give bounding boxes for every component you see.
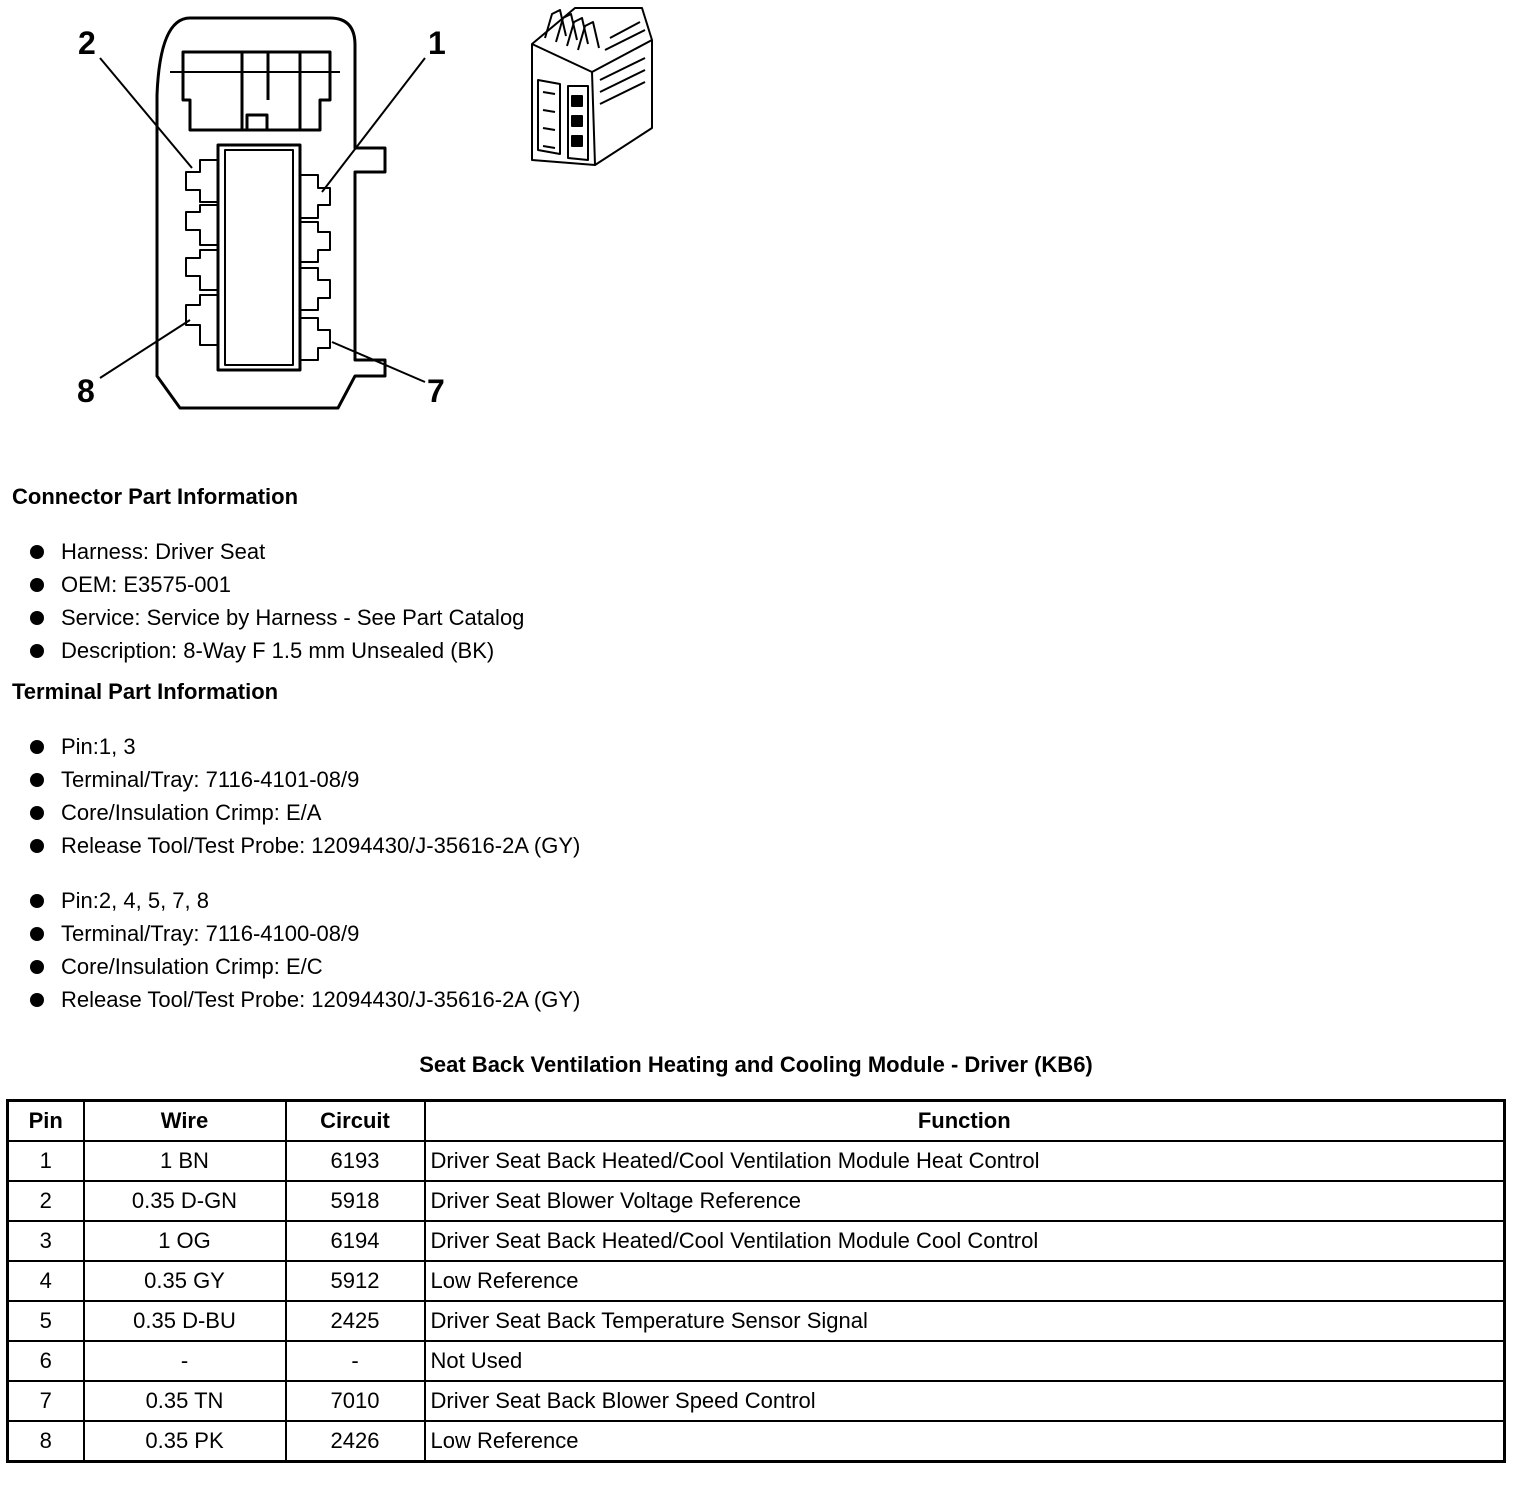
- list-item: [28, 796, 580, 829]
- wire-cell: 1 OG: [84, 1221, 286, 1261]
- function-cell: Driver Seat Back Heated/Cool Ventilation Module Cool Control: [425, 1221, 1505, 1261]
- terminal-part-information-group-2: [28, 884, 580, 1016]
- list-item: [28, 884, 580, 917]
- pin-cell: 2: [8, 1181, 84, 1221]
- table-header-row: [8, 1101, 1505, 1142]
- pin-table: [6, 1099, 1506, 1463]
- list-item-text: Terminal/Tray: 7116-4101-08/9: [61, 767, 360, 792]
- table-row: [8, 1261, 1505, 1301]
- connector-isometric-view: [532, 8, 652, 165]
- column-header-circuit: Circuit: [286, 1101, 425, 1142]
- table-row: [8, 1181, 1505, 1221]
- list-item-text: Pin:1, 3: [61, 734, 136, 759]
- circuit-cell: 5918: [286, 1181, 425, 1221]
- terminal-part-information-group-1: [28, 730, 580, 862]
- bullet-icon: [30, 927, 44, 941]
- terminal-part-information-heading: Terminal Part Information: [12, 679, 279, 704]
- wire-cell: 0.35 D-GN: [84, 1181, 286, 1221]
- pin-table-title: Seat Back Ventilation Heating and Cooling Module - Driver (KB6): [419, 1052, 1093, 1077]
- callout-pin-1: 1: [428, 25, 446, 61]
- table-row: [8, 1341, 1505, 1381]
- bullet-icon: [30, 545, 44, 559]
- list-item: [28, 568, 524, 601]
- callout-pin-8: 8: [77, 373, 95, 409]
- function-cell: Driver Seat Back Temperature Sensor Signal: [425, 1301, 1505, 1341]
- function-cell: Driver Seat Back Heated/Cool Ventilation Module Heat Control: [425, 1141, 1505, 1181]
- table-row: [8, 1421, 1505, 1462]
- list-item-text: OEM: E3575-001: [61, 572, 231, 597]
- list-item: [28, 535, 524, 568]
- wire-cell: 0.35 GY: [84, 1261, 286, 1301]
- list-item: [28, 983, 580, 1016]
- function-cell: Driver Seat Blower Voltage Reference: [425, 1181, 1505, 1221]
- list-item-text: Harness: Driver Seat: [61, 539, 266, 564]
- connector-part-information-list: [28, 535, 524, 667]
- list-item-text: Pin:2, 4, 5, 7, 8: [61, 888, 209, 913]
- bullet-icon: [30, 839, 44, 853]
- bullet-icon: [30, 740, 44, 754]
- connector-diagram: [0, 0, 1520, 440]
- pin-cell: 7: [8, 1381, 84, 1421]
- list-item-text: Release Tool/Test Probe: 12094430/J-35616-2A (GY): [61, 833, 581, 858]
- bullet-icon: [30, 960, 44, 974]
- list-item: [28, 601, 524, 634]
- pin-cell: 1: [8, 1141, 84, 1181]
- circuit-cell: 6194: [286, 1221, 425, 1261]
- callout-pin-2: 2: [78, 25, 96, 61]
- list-item: [28, 917, 580, 950]
- function-cell: Not Used: [425, 1341, 1505, 1381]
- circuit-cell: 2425: [286, 1301, 425, 1341]
- column-header-pin: Pin: [8, 1101, 84, 1142]
- list-item-text: Service: Service by Harness - See Part Catalog: [61, 605, 525, 630]
- connector-latch: [183, 52, 330, 130]
- wire-cell: 0.35 D-BU: [84, 1301, 286, 1341]
- table-row: [8, 1301, 1505, 1341]
- bullet-icon: [30, 894, 44, 908]
- list-item: [28, 763, 580, 796]
- list-item-text: Description: 8-Way F 1.5 mm Unsealed (BK): [61, 638, 495, 663]
- table-row: [8, 1381, 1505, 1421]
- function-cell: Low Reference: [425, 1261, 1505, 1301]
- table-row: [8, 1141, 1505, 1181]
- circuit-cell: -: [286, 1341, 425, 1381]
- pin-cell: 3: [8, 1221, 84, 1261]
- function-cell: Low Reference: [425, 1421, 1505, 1462]
- pin-cell: 6: [8, 1341, 84, 1381]
- list-item: [28, 634, 524, 667]
- pin-cell: 8: [8, 1421, 84, 1462]
- wire-cell: 0.35 TN: [84, 1381, 286, 1421]
- pin-cell: 4: [8, 1261, 84, 1301]
- list-item-text: Core/Insulation Crimp: E/A: [61, 800, 322, 825]
- terminal-block: [218, 145, 300, 370]
- left-terminal-cavities: [186, 160, 218, 345]
- list-item: [28, 730, 580, 763]
- circuit-cell: 2426: [286, 1421, 425, 1462]
- bullet-icon: [30, 578, 44, 592]
- circuit-cell: 5912: [286, 1261, 425, 1301]
- table-row: [8, 1221, 1505, 1261]
- bullet-icon: [30, 773, 44, 787]
- wire-cell: -: [84, 1341, 286, 1381]
- list-item-text: Terminal/Tray: 7116-4100-08/9: [61, 921, 360, 946]
- bullet-icon: [30, 611, 44, 625]
- list-item: [28, 829, 580, 862]
- function-cell: Driver Seat Back Blower Speed Control: [425, 1381, 1505, 1421]
- connector-part-information-heading: Connector Part Information: [12, 484, 299, 509]
- callout-pin-7: 7: [427, 373, 445, 409]
- pin-cell: 5: [8, 1301, 84, 1341]
- circuit-cell: 6193: [286, 1141, 425, 1181]
- wire-cell: 0.35 PK: [84, 1421, 286, 1462]
- list-item-text: Release Tool/Test Probe: 12094430/J-35616-2A (GY): [61, 987, 581, 1012]
- circuit-cell: 7010: [286, 1381, 425, 1421]
- bullet-icon: [30, 993, 44, 1007]
- right-terminal-cavities: [300, 175, 330, 360]
- column-header-wire: Wire: [84, 1101, 286, 1142]
- wire-cell: 1 BN: [84, 1141, 286, 1181]
- bullet-icon: [30, 806, 44, 820]
- column-header-function: Function: [425, 1101, 1505, 1142]
- list-item-text: Core/Insulation Crimp: E/C: [61, 954, 323, 979]
- list-item: [28, 950, 580, 983]
- bullet-icon: [30, 644, 44, 658]
